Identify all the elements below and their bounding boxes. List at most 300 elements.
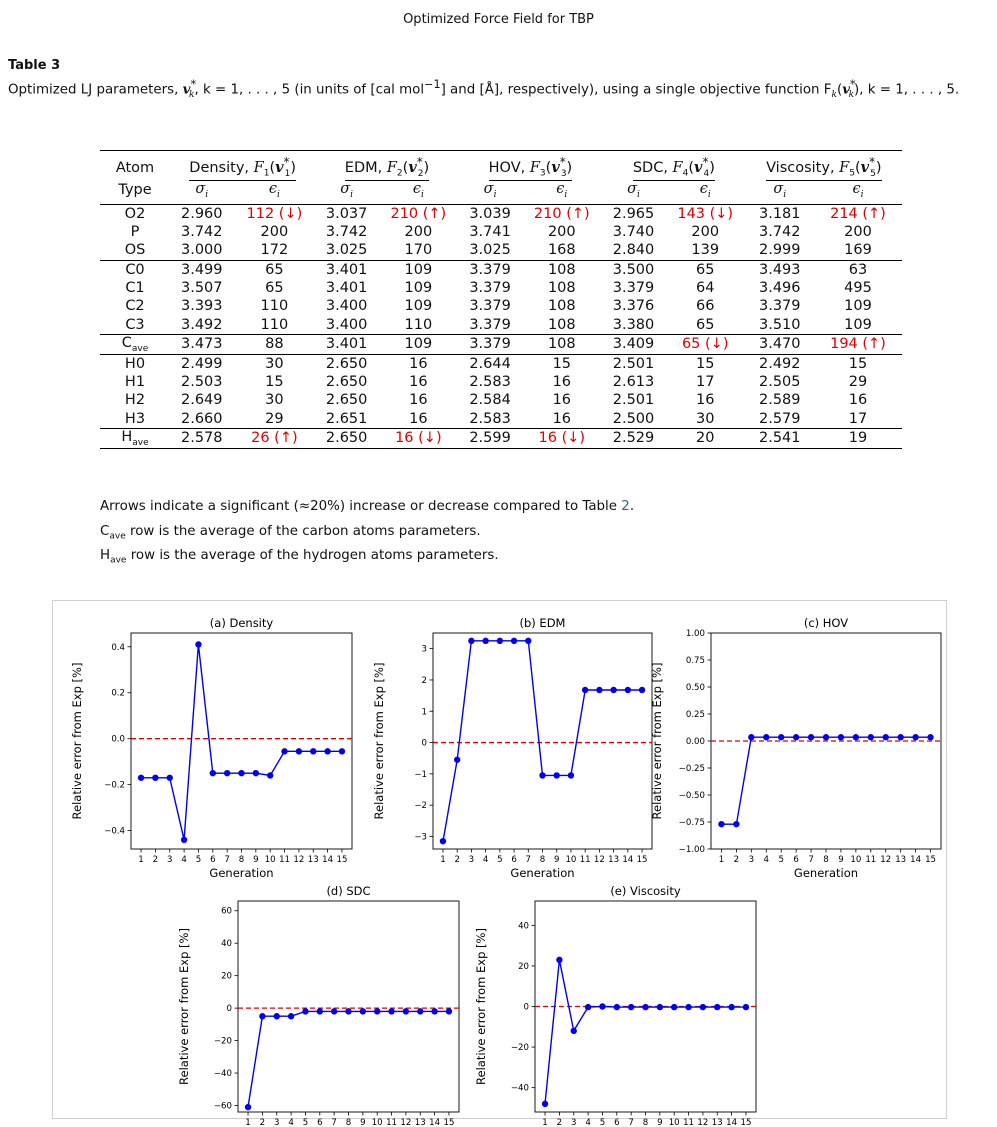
y-tick-label: 2 xyxy=(421,675,427,686)
table-header-row xyxy=(100,151,902,181)
table-cell: 2.505 xyxy=(759,374,801,391)
table-cell: 108 xyxy=(547,298,576,315)
data-point xyxy=(596,687,602,693)
table-cell: 2.650 xyxy=(325,374,368,391)
data-point xyxy=(542,1101,548,1107)
data-point xyxy=(224,770,230,776)
table-reference-link[interactable]: 2 xyxy=(621,499,630,514)
table-cell: 194 (↑) xyxy=(814,334,902,354)
y-axis-label: Relative error from Exp [%] xyxy=(177,928,191,1085)
table-cell: 64 xyxy=(696,279,715,296)
data-point xyxy=(556,957,562,963)
atom-type-cell: O2 xyxy=(100,204,170,223)
table-cell: 3.400 xyxy=(325,298,368,315)
header-atom: Atom xyxy=(100,151,170,181)
x-tick-label: 8 xyxy=(539,855,546,865)
table-cell: 108 xyxy=(547,279,576,296)
x-tick-label: 5 xyxy=(497,855,503,865)
footnote-have: $H_{ave}$ row is the average of the hydrogen atoms parameters. xyxy=(100,548,499,566)
data-point xyxy=(482,638,488,644)
x-tick-label: 1 xyxy=(245,1118,251,1127)
y-tick-label: 0.50 xyxy=(685,683,705,693)
table-cell: 2.584 xyxy=(469,392,511,409)
table-cell: 109 xyxy=(404,279,433,296)
table-row xyxy=(100,279,902,297)
data-point xyxy=(267,772,273,778)
x-tick-label: 2 xyxy=(733,855,740,865)
table-cell: 2.492 xyxy=(746,354,814,373)
data-point xyxy=(525,638,531,644)
data-point xyxy=(417,1008,423,1014)
y-tick-label: 0 xyxy=(421,738,427,749)
table-cell: 17 xyxy=(696,374,715,391)
x-tick-label: 2 xyxy=(259,1118,266,1127)
running-head: Optimized Force Field for TBP xyxy=(403,12,594,27)
footnote-cave: $C_{ave}$ row is the average of the carbon atoms parameters. xyxy=(100,524,481,542)
x-tick-label: 10 xyxy=(264,855,276,865)
x-tick-label: 14 xyxy=(429,1118,441,1127)
data-point xyxy=(568,772,574,778)
x-tick-label: 6 xyxy=(210,855,216,865)
x-tick-label: 6 xyxy=(511,855,517,865)
y-tick-label: −20 xyxy=(510,1043,529,1054)
table-cell: 63 xyxy=(814,260,902,279)
y-axis-label: Relative error from Exp [%] xyxy=(372,662,386,820)
data-point xyxy=(671,1004,677,1010)
y-tick-label: −20 xyxy=(213,1036,232,1047)
table-cell: 200 xyxy=(404,224,433,241)
x-tick-label: 10 xyxy=(565,855,577,865)
y-tick-label: 40 xyxy=(518,921,529,932)
y-tick-label: −40 xyxy=(510,1083,529,1094)
x-tick-label: 10 xyxy=(371,1118,383,1127)
header-epsilon: $\epsilon_i$ xyxy=(699,180,711,200)
x-tick-label: 14 xyxy=(622,855,634,865)
table-cell: 3.000 xyxy=(180,242,223,259)
table-row xyxy=(100,373,902,391)
table-cell: 3.039 xyxy=(459,204,522,223)
header-group-hov: HOV, $F_3(v^*_3)$ xyxy=(459,151,602,181)
x-tick-label: 15 xyxy=(636,855,648,865)
table-cell: 3.510 xyxy=(759,316,801,333)
chart-sdc xyxy=(177,884,459,1127)
x-tick-label: 15 xyxy=(443,1118,455,1127)
table-cell: 66 xyxy=(696,298,715,315)
data-point xyxy=(554,772,560,778)
x-tick-label: 14 xyxy=(910,855,922,865)
table-cell: 3.379 xyxy=(459,260,522,279)
x-tick-label: 7 xyxy=(628,1118,634,1127)
data-point xyxy=(868,734,874,740)
x-tick-label: 4 xyxy=(482,855,489,865)
header-epsilon: $\epsilon_i$ xyxy=(556,180,568,200)
series-line xyxy=(141,645,342,840)
x-tick-label: 12 xyxy=(697,1118,709,1127)
y-tick-label: 20 xyxy=(221,971,232,982)
atom-type-cell: H2 xyxy=(124,392,146,409)
y-tick-label: 0.00 xyxy=(685,737,705,747)
table-cell: 30 xyxy=(265,392,284,409)
data-point xyxy=(823,734,829,740)
table-cell: 65 xyxy=(665,260,746,279)
table-cell: 65 xyxy=(696,316,715,333)
x-tick-label: 9 xyxy=(360,1118,366,1127)
plot-frame xyxy=(131,633,352,849)
table-cell: 15 xyxy=(521,354,602,373)
y-tick-label: 20 xyxy=(518,961,529,972)
y-tick-label: 0.0 xyxy=(111,734,125,745)
table-cell: 2.578 xyxy=(170,428,234,448)
table-cell: 3.393 xyxy=(180,298,223,315)
data-point xyxy=(778,734,784,740)
x-tick-label: 12 xyxy=(880,855,892,865)
data-point xyxy=(639,687,645,693)
table-cell: 65 xyxy=(265,279,284,296)
table-row xyxy=(100,260,902,279)
table-cell: 109 xyxy=(378,334,459,354)
data-point xyxy=(302,1008,308,1014)
table-cell: 169 xyxy=(844,242,872,259)
table-cell: 3.742 xyxy=(325,224,368,241)
x-tick-label: 13 xyxy=(414,1118,426,1127)
table-cell: 2.965 xyxy=(602,204,665,223)
table-cell: 3.379 xyxy=(459,334,522,354)
x-tick-label: 4 xyxy=(181,855,187,865)
x-tick-label: 14 xyxy=(726,1118,738,1127)
y-tick-label: 1 xyxy=(421,707,427,718)
x-tick-label: 5 xyxy=(778,855,784,865)
table-cell: 214 (↑) xyxy=(814,204,902,223)
y-tick-label: −1.00 xyxy=(678,845,705,855)
chart-viscosity xyxy=(474,884,756,1127)
table-cell: 110 xyxy=(260,298,289,315)
table-cell: 3.496 xyxy=(759,279,801,296)
data-point xyxy=(317,1008,323,1014)
caption-part-3: ] and [Å], respectively), using a single objective function F xyxy=(440,82,832,98)
x-tick-label: 1 xyxy=(440,855,446,865)
atom-type-cell: C1 xyxy=(125,279,145,296)
table-cell: 2.529 xyxy=(602,428,665,448)
table-cell: 30 xyxy=(696,410,715,427)
y-tick-label: −2 xyxy=(414,801,427,812)
x-tick-label: 15 xyxy=(740,1118,752,1127)
table-cell: 3.379 xyxy=(469,298,511,315)
x-axis-label: Generation xyxy=(793,866,859,880)
table-cell: 88 xyxy=(234,334,316,354)
x-tick-label: 6 xyxy=(614,1118,620,1127)
table-cell: 16 xyxy=(552,410,572,427)
data-point xyxy=(331,1008,337,1014)
table-row xyxy=(100,204,902,223)
chart-hov xyxy=(650,616,941,880)
y-tick-label: −0.50 xyxy=(678,791,705,801)
x-tick-label: 13 xyxy=(608,855,620,865)
y-tick-label: −40 xyxy=(213,1069,232,1080)
y-tick-label: −1 xyxy=(414,769,427,780)
data-point xyxy=(808,734,814,740)
table-cell: 3.493 xyxy=(746,260,814,279)
data-point xyxy=(883,734,889,740)
table-cell: 3.380 xyxy=(612,316,655,333)
data-point xyxy=(468,638,474,644)
data-point xyxy=(339,748,345,754)
y-tick-label: −0.25 xyxy=(678,764,705,774)
table-cell: 16 xyxy=(552,374,572,391)
table-cell: 3.379 xyxy=(759,298,801,315)
x-tick-label: 5 xyxy=(599,1118,606,1127)
table-cell: 3.742 xyxy=(180,224,223,241)
series-line xyxy=(248,1011,449,1107)
table-row xyxy=(100,334,902,354)
data-point xyxy=(431,1008,437,1014)
table-cell: 2.644 xyxy=(459,354,522,373)
x-tick-label: 6 xyxy=(793,855,799,865)
data-point xyxy=(403,1008,409,1014)
table-cell: 3.400 xyxy=(325,316,368,333)
x-tick-label: 11 xyxy=(279,855,291,865)
x-tick-label: 5 xyxy=(302,1118,309,1127)
table-cell: 143 (↓) xyxy=(665,204,746,223)
x-tick-label: 9 xyxy=(553,855,560,865)
header-sigma: $\sigma_i$ xyxy=(773,180,787,200)
header-epsilon: $\epsilon_i$ xyxy=(412,180,424,200)
x-tick-label: 11 xyxy=(386,1118,398,1127)
data-point xyxy=(585,1004,591,1010)
table-caption-label: Table 3 xyxy=(8,58,61,73)
data-point xyxy=(259,1013,265,1019)
data-point xyxy=(599,1003,605,1009)
table-cell: 3.741 xyxy=(469,224,511,241)
table-cell: 29 xyxy=(848,374,868,391)
y-tick-label: 3 xyxy=(421,644,427,655)
x-tick-label: 11 xyxy=(683,1118,695,1127)
data-point xyxy=(571,1028,577,1034)
data-point xyxy=(446,1008,452,1014)
table-cell: 3.401 xyxy=(325,279,368,296)
x-tick-label: 9 xyxy=(838,855,844,865)
data-point xyxy=(345,1008,351,1014)
table-cell: 2.660 xyxy=(180,410,223,427)
table-cell: 108 xyxy=(547,316,576,333)
data-point xyxy=(793,734,799,740)
atom-type-cell: $H_{ave}$ xyxy=(100,428,170,448)
y-axis-label: Relative error from Exp [%] xyxy=(650,662,664,820)
table-cell: 200 xyxy=(547,224,576,241)
table-subheader-row xyxy=(100,181,902,204)
y-tick-label: 60 xyxy=(221,906,232,917)
caption-part-4: ), k = 1, . . . , 5. xyxy=(854,82,960,98)
data-point xyxy=(728,1004,734,1010)
chart-title: (c) HOV xyxy=(803,616,849,630)
x-axis-label: Generation xyxy=(510,866,575,880)
table-cell: 139 xyxy=(691,242,720,259)
table-cell: 110 xyxy=(404,316,433,333)
x-tick-label: 13 xyxy=(895,855,907,865)
data-point xyxy=(288,1013,294,1019)
header-sigma: $\sigma_i$ xyxy=(195,180,209,200)
x-tick-label: 3 xyxy=(468,855,475,865)
x-tick-label: 1 xyxy=(138,855,144,865)
table-cell: 2.589 xyxy=(759,392,801,409)
atom-type-cell: C2 xyxy=(125,298,145,315)
x-tick-label: 3 xyxy=(167,855,173,865)
atom-type-cell: C0 xyxy=(100,260,170,279)
table-cell: 495 xyxy=(844,279,872,296)
table-cell: 2.499 xyxy=(170,354,234,373)
caption-part-1: Optimized LJ parameters, xyxy=(8,82,183,98)
figure-panel xyxy=(52,600,947,1127)
y-tick-label: 0 xyxy=(523,1002,529,1013)
table-cell: 112 (↓) xyxy=(234,204,316,223)
data-point xyxy=(511,638,517,644)
data-point xyxy=(582,687,588,693)
table-cell: 2.650 xyxy=(325,392,368,409)
header-sigma: $\sigma_i$ xyxy=(627,180,640,200)
table-cell: 3.409 xyxy=(602,334,665,354)
x-tick-label: 2 xyxy=(556,1118,563,1127)
data-point xyxy=(700,1004,706,1010)
chart-title: (a) Density xyxy=(209,616,274,630)
convergence-figure xyxy=(53,601,946,1127)
x-tick-label: 14 xyxy=(322,855,334,865)
y-tick-label: −0.2 xyxy=(104,780,125,791)
data-point xyxy=(374,1008,380,1014)
table-cell: 3.037 xyxy=(315,204,378,223)
data-point xyxy=(454,757,460,763)
table-cell: 2.999 xyxy=(759,242,801,259)
lj-parameter-table xyxy=(100,150,902,449)
data-point xyxy=(763,734,769,740)
table-cell: 110 xyxy=(260,316,289,333)
table-row xyxy=(100,428,902,448)
data-point xyxy=(388,1008,394,1014)
data-point xyxy=(138,775,144,781)
table-cell: 3.492 xyxy=(180,316,223,333)
x-tick-label: 1 xyxy=(542,1118,548,1127)
x-tick-label: 8 xyxy=(823,855,829,865)
x-tick-label: 5 xyxy=(195,855,202,865)
chart-title: (d) SDC xyxy=(326,884,371,898)
table-cell: 16 xyxy=(409,410,428,427)
x-tick-label: 11 xyxy=(865,855,877,865)
data-point xyxy=(238,770,244,776)
chart-density xyxy=(70,616,352,880)
table-cell: 2.503 xyxy=(180,374,223,391)
table-cell: 2.541 xyxy=(746,428,814,448)
table-cell: 16 xyxy=(696,392,715,409)
table-cell: 2.649 xyxy=(180,392,223,409)
data-point xyxy=(748,734,754,740)
x-tick-label: 6 xyxy=(317,1118,323,1127)
data-point xyxy=(927,734,933,740)
table-cell: 3.473 xyxy=(170,334,234,354)
x-tick-label: 3 xyxy=(274,1118,280,1127)
table-cell: 3.025 xyxy=(325,242,368,259)
header-epsilon: $\epsilon_i$ xyxy=(852,180,864,200)
data-point xyxy=(714,1004,720,1010)
header-group-edm: EDM, $F_2(v^*_2)$ xyxy=(315,151,458,181)
data-point xyxy=(440,838,446,844)
table-cell: 2.583 xyxy=(469,374,511,391)
x-tick-label: 2 xyxy=(454,855,460,865)
chart-title: (b) EDM xyxy=(519,616,566,630)
x-tick-label: 15 xyxy=(925,855,937,865)
data-point xyxy=(253,770,259,776)
x-tick-label: 7 xyxy=(525,855,532,865)
table-cell: 16 (↓) xyxy=(378,428,459,448)
table-cell: 200 xyxy=(691,224,720,241)
data-point xyxy=(210,770,216,776)
table-row xyxy=(100,223,902,241)
x-tick-label: 7 xyxy=(331,1118,337,1127)
table-cell: 108 xyxy=(521,334,602,354)
table-cell: 109 xyxy=(378,260,459,279)
table-cell: 3.181 xyxy=(746,204,814,223)
x-tick-label: 7 xyxy=(224,855,230,865)
y-tick-label: 0 xyxy=(226,1004,232,1015)
data-point xyxy=(628,1004,634,1010)
table-cell: 168 xyxy=(547,242,576,259)
x-tick-label: 3 xyxy=(748,855,755,865)
table-cell: 3.025 xyxy=(469,242,511,259)
table-cell: 16 xyxy=(409,392,428,409)
data-point xyxy=(167,775,173,781)
table-cell: 16 xyxy=(409,374,428,391)
x-tick-label: 15 xyxy=(336,855,348,865)
data-point xyxy=(718,821,724,827)
table-cell: 108 xyxy=(521,260,602,279)
data-point xyxy=(539,772,545,778)
table-cell: 2.501 xyxy=(602,354,665,373)
table-cell: 3.740 xyxy=(612,224,655,241)
y-tick-label: 0.4 xyxy=(111,642,125,653)
table-row xyxy=(100,354,902,373)
table-cell: 3.379 xyxy=(469,316,511,333)
atom-type-cell: H1 xyxy=(124,374,146,391)
y-tick-label: −0.75 xyxy=(678,818,705,828)
header-group-viscosity: Viscosity, $F_5(v^*_5)$ xyxy=(746,151,902,181)
table-cell: 17 xyxy=(848,410,868,427)
table-cell: 2.960 xyxy=(170,204,234,223)
table-cell: 15 xyxy=(814,354,902,373)
x-tick-label: 8 xyxy=(238,855,245,865)
table-cell: 16 xyxy=(848,392,868,409)
x-tick-label: 4 xyxy=(585,1118,591,1127)
data-point xyxy=(310,748,316,754)
table-cell: 2.500 xyxy=(612,410,655,427)
data-point xyxy=(685,1004,691,1010)
table-cell: 16 (↓) xyxy=(521,428,602,448)
table-cell: 65 xyxy=(234,260,316,279)
table-cell: 15 xyxy=(665,354,746,373)
table-cell: 3.470 xyxy=(746,334,814,354)
table-cell: 2.650 xyxy=(315,428,378,448)
x-tick-label: 7 xyxy=(808,855,814,865)
table-cell: 16 xyxy=(378,354,459,373)
data-point xyxy=(642,1004,648,1010)
y-tick-label: 0.25 xyxy=(685,710,705,720)
x-tick-label: 13 xyxy=(711,1118,723,1127)
x-tick-label: 12 xyxy=(400,1118,412,1127)
x-tick-label: 2 xyxy=(152,855,159,865)
header-group-sdc: SDC, $F_4(v^*_4)$ xyxy=(602,151,745,181)
table-cell: 3.379 xyxy=(469,279,511,296)
x-tick-label: 11 xyxy=(579,855,591,865)
y-tick-label: −3 xyxy=(414,832,427,843)
x-tick-label: 1 xyxy=(718,855,725,865)
table-caption: Optimized LJ parameters, $v^*_k$, k = 1, . . . , 5 (in units of [cal mol$^{-1}$] and [Å], respectively), using a single objective function $F_k(v^*_k)$, k = 1, . . . , 5. xyxy=(8,78,960,101)
data-point xyxy=(281,748,287,754)
